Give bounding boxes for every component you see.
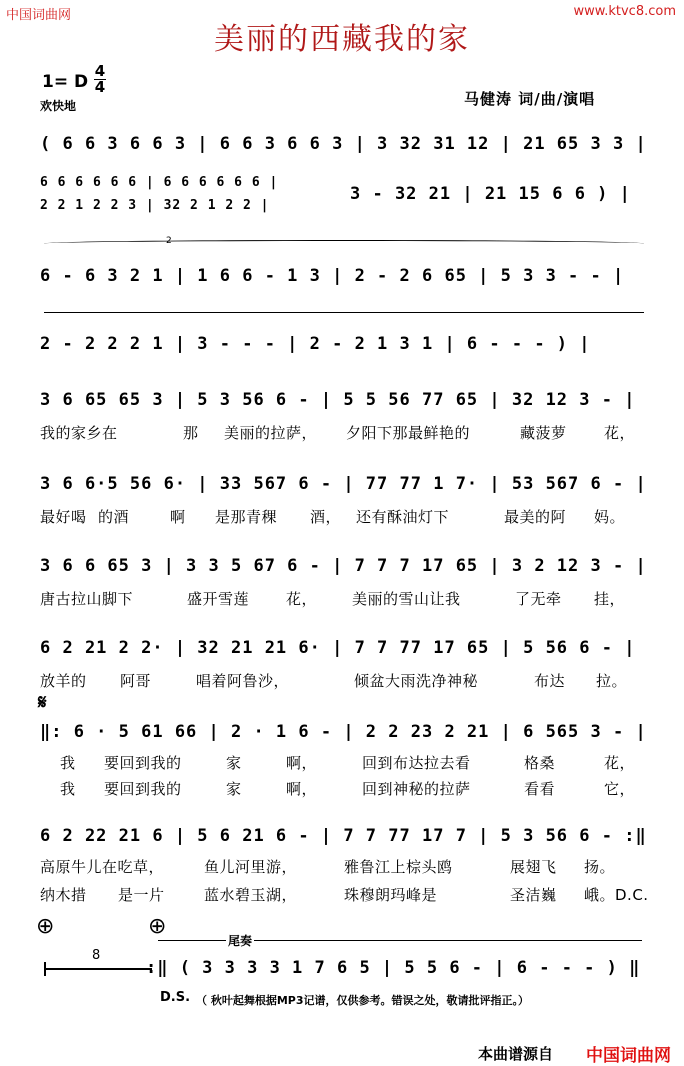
verse-3-notes: 3 6 6 65 3 | 3 3 5 67 6 - | 7 7 7 17 65 | 3 2 12 3 - | [40, 556, 647, 576]
verse-4-lyric-5: 布达 [534, 672, 566, 690]
verse-4-lyric-6: 拉。 [596, 672, 628, 690]
verse-2-lyric-4: 是那青稞 [215, 508, 278, 526]
coda-label: 尾奏 [228, 934, 253, 948]
source-site: 中国词曲网 [586, 1046, 671, 1066]
chorus-2-lyric-a-4: 展翅飞 [510, 858, 557, 876]
score-line-3: 6 - 6 3 2 1 | 1 6 6 - 1 3 | 2 - 2 6 65 | 5 3 3 - - | [40, 266, 625, 286]
chorus-1-lyric-b-6: 看看 [524, 780, 556, 798]
time-bottom: 4 [94, 78, 106, 96]
verse-3-lyric-1: 唐古拉山脚下 [40, 590, 134, 608]
chorus-2-lyric-b-6: 峨。D.C. [584, 886, 649, 904]
verse-1-lyric-5: 藏菠萝 [520, 424, 567, 442]
transcription-note: （ 秋叶起舞根据MP3记谱，仅供参考。错误之处，敬请批评指正。） [196, 994, 529, 1007]
chorus-2-lyric-a-2: 鱼儿河里游， [204, 858, 298, 876]
verse-4-lyric-1: 放羊的 [40, 672, 87, 690]
verse-1-lyric-3: 美丽的拉萨， [224, 424, 318, 442]
chorus-1-lyric-b-7: 它， [604, 780, 636, 798]
verse-3-lyric-2: 盛开雪莲 [187, 590, 250, 608]
chorus-2-lyric-a-1: 高原牛儿在吃草， [40, 858, 165, 876]
phrase-line [44, 312, 644, 313]
chorus-1-notes: ‖: 6 · 5 61 66 | 2 · 1 6 - | 2 2 23 2 21 | 6 565 3 - | [40, 722, 647, 742]
verse-2-lyric-7: 最美的阿 [504, 508, 567, 526]
watermark-right: www.ktvc8.com [573, 4, 676, 19]
multi-rest-count: 8 [92, 948, 101, 963]
chorus-1-lyric-a-6: 格桑 [524, 754, 556, 772]
score-line-1: ( 6 6 3 6 6 3 | 6 6 3 6 6 3 | 3 32 31 12 | 21 65 3 3 | [40, 134, 647, 154]
verse-2-notes: 3 6 6·5 56 6· | 33 567 6 - | 77 77 1 7· | 53 567 6 - | [40, 474, 647, 494]
ds-marking: D.S. [160, 990, 191, 1005]
chorus-1-lyric-a-2: 要回到我的 [104, 754, 182, 772]
verse-1-lyric-1: 我的家乡在 [40, 424, 118, 442]
verse-1-lyric-4: 夕阳下那最鲜艳的 [346, 424, 471, 442]
verse-1-lyric-6: 花， [604, 424, 636, 442]
tempo-marking: 欢快地 [40, 99, 77, 113]
chorus-2-lyric-b-3: 蓝水碧玉湖， [204, 886, 298, 904]
credit-line: 马健涛 词/曲/演唱 [464, 90, 596, 108]
song-title: 美丽的西藏我的家 [214, 22, 470, 57]
key-signature: 1= D [42, 72, 89, 92]
coda-icon-left: ⊕ [36, 914, 55, 939]
score-line-2-top: 6 6 6 6 6 6 | 6 6 6 6 6 6 | [40, 175, 279, 190]
verse-3-lyric-4: 美丽的雪山让我 [352, 590, 461, 608]
source-label: 本曲谱源自 [478, 1045, 554, 1063]
chorus-2-notes: 6 2 22 21 6 | 5 6 21 6 - | 7 7 77 17 7 | 5 3 56 6 - :‖ [40, 826, 647, 846]
time-top: 4 [94, 62, 106, 80]
verse-4-lyric-3: 唱着阿鲁沙， [196, 672, 290, 690]
verse-4-notes: 6 2 21 2 2· | 32 21 21 6· | 7 7 77 17 65 | 5 56 6 - | [40, 638, 636, 658]
verse-2-lyric-3: 啊 [170, 508, 186, 526]
time-signature [94, 64, 106, 95]
chorus-2-lyric-b-5: 圣洁巍 [510, 886, 557, 904]
coda-icon-right: ⊕ [148, 914, 167, 939]
verse-3-lyric-3: 花， [286, 590, 318, 608]
long-slur [44, 240, 644, 247]
chorus-1-lyric-b-3: 家 [226, 780, 242, 798]
verse-4-lyric-2: 阿哥 [120, 672, 152, 690]
chorus-2-lyric-b-1: 纳木措 [40, 886, 87, 904]
segno-icon: 𝄋 [38, 690, 47, 714]
chorus-1-lyric-b-5: 回到神秘的拉萨 [362, 780, 471, 798]
verse-2-lyric-8: 妈。 [594, 508, 626, 526]
chorus-2-lyric-b-4: 珠穆朗玛峰是 [344, 886, 438, 904]
verse-3-lyric-6: 挂， [594, 590, 626, 608]
coda-notes: :‖ ( 3 3 3 3 1 7 6 5 | 5 5 6 - | 6 - - - ) ‖ [146, 958, 641, 978]
chorus-1-lyric-b-1: 我 [60, 780, 76, 798]
multi-rest-left-edge [44, 962, 46, 976]
verse-1-notes: 3 6 65 65 3 | 5 3 56 6 - | 5 5 56 77 65 | 32 12 3 - | [40, 390, 636, 410]
verse-2-lyric-1: 最好喝 [40, 508, 87, 526]
chorus-2-lyric-b-2: 是一片 [118, 886, 165, 904]
chorus-1-lyric-a-7: 花， [604, 754, 636, 772]
verse-1-lyric-2: 那 [183, 424, 199, 442]
score-line-2-tail: 3 - 32 21 | 21 15 6 6 ) | [350, 184, 631, 204]
multi-rest-bar [44, 968, 152, 970]
verse-2-lyric-6: 还有酥油灯下 [356, 508, 450, 526]
verse-2-lyric-5: 酒， [310, 508, 342, 526]
chorus-1-lyric-a-3: 家 [226, 754, 242, 772]
score-line-4: 2 - 2 2 2 1 | 3 - - - | 2 - 2 1 3 1 | 6 - - - ) | [40, 334, 591, 354]
chorus-2-lyric-a-5: 扬。 [584, 858, 616, 876]
slur-mark: 2 [166, 236, 172, 246]
score-line-2-bottom: 2 2 1 2 2 3 | 32 2 1 2 2 | [40, 198, 270, 213]
chorus-2-lyric-a-3: 雅鲁江上棕头鸥 [344, 858, 453, 876]
verse-2-lyric-2: 的酒 [98, 508, 130, 526]
chorus-1-lyric-a-4: 啊， [286, 754, 318, 772]
chorus-1-lyric-a-1: 我 [60, 754, 76, 772]
chorus-1-lyric-b-2: 要回到我的 [104, 780, 182, 798]
verse-4-lyric-4: 倾盆大雨洗净神秘 [354, 672, 479, 690]
chorus-1-lyric-b-4: 啊， [286, 780, 318, 798]
watermark-left: 中国词曲网 [6, 8, 72, 23]
verse-3-lyric-5: 了无牵 [515, 590, 562, 608]
chorus-1-lyric-a-5: 回到布达拉去看 [362, 754, 471, 772]
